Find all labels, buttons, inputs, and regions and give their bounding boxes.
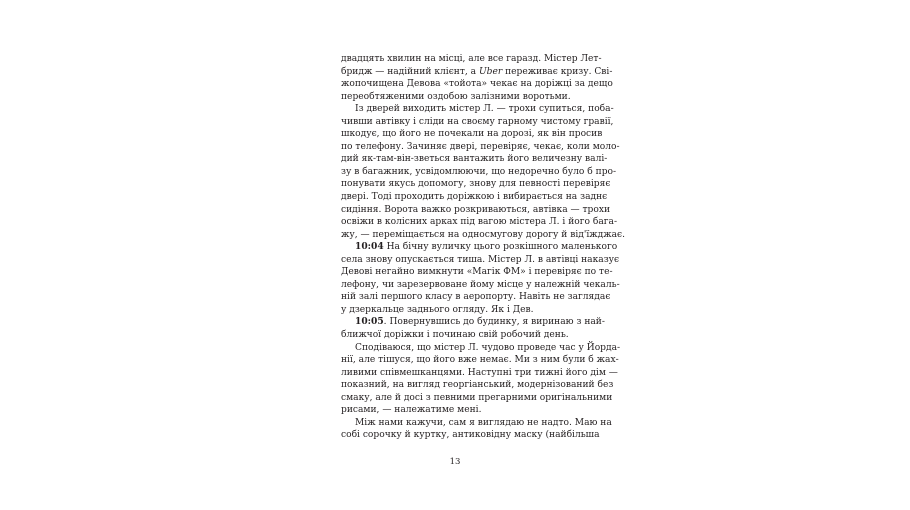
text-run: собі сорочку й куртку, антиковідну маску (найбільша xyxy=(341,430,600,441)
text-line xyxy=(341,367,618,380)
timestamp: 10:05 xyxy=(355,316,384,328)
text-run: шкодує, що його не почекали на дорозі, як він просив xyxy=(341,129,603,140)
text-line xyxy=(341,53,602,66)
text-run: переобтяженими оздобою залізними воротьми. xyxy=(341,91,571,102)
text-line xyxy=(341,329,569,342)
text-line xyxy=(341,91,569,104)
text-line xyxy=(341,103,614,116)
text-line xyxy=(341,342,621,355)
text-run: двері. Тоді проходить доріжкою і вибирається на заднє xyxy=(341,192,608,203)
text-run: понувати якусь допомогу, знову для певності перевіряє xyxy=(341,179,611,190)
italic-text: Uber xyxy=(478,66,503,77)
text-run: у дзеркальце заднього огляду. Як і Дев. xyxy=(341,304,534,315)
text-line xyxy=(341,379,614,392)
timestamp: 10:04 xyxy=(355,241,384,253)
text-run: жу, — переміщається на односмугову дорогу й від'їжджає. xyxy=(341,229,625,240)
text-line xyxy=(341,78,613,91)
text-line xyxy=(341,354,619,367)
text-line xyxy=(341,229,625,242)
text-line xyxy=(341,153,608,166)
text-line xyxy=(341,204,611,217)
text-run: Із дверей виходить містер Л. — трохи супиться, поба- xyxy=(355,104,614,115)
text-run: показний, на вигляд георгіанський, модернізований без xyxy=(341,380,614,391)
body-text xyxy=(341,53,625,442)
text-run: лефону, чи зарезервоване йому місце у належній чекаль- xyxy=(341,279,620,290)
text-line xyxy=(341,166,617,179)
text-run: нії, але тішуся, що його вже немає. Ми з ним були б жах- xyxy=(341,355,619,366)
text-line xyxy=(341,404,569,417)
text-line xyxy=(341,304,569,317)
text-line xyxy=(341,254,620,267)
text-run: Сподіваюся, що містер Л. чудово проведе час у Йорда- xyxy=(355,342,621,353)
text-run: двадцять хвилин на місці, але все гаразд. Містер Лет- xyxy=(341,54,602,64)
text-run: чивши автівку і сліди на своєму гарному чистому гравії, xyxy=(341,116,614,127)
text-line xyxy=(341,429,600,442)
text-run: На бічну вуличку цього розкішного маленького xyxy=(383,242,618,253)
text-run: сидіння. Ворота важко розкриваються, автівка — трохи xyxy=(341,204,611,215)
text-run: рисами, — належатиме мені. xyxy=(341,405,482,416)
text-line xyxy=(341,392,613,405)
text-run: по телефону. Зачиняє двері, перевіряє, чекає, коли моло- xyxy=(341,141,620,152)
text-run: дий як-там-він-зветься вантажить його величезну валі- xyxy=(341,154,608,165)
text-run: Девові негайно вимкнути «Магік ФМ» і перевіряє по те- xyxy=(341,267,613,278)
text-run: переживає кризу. Сві- xyxy=(502,66,613,77)
text-run: освіжи в колісних арках під вагою містера Л. і його бага- xyxy=(341,217,618,228)
text-line xyxy=(341,191,608,204)
text-line xyxy=(341,128,603,141)
text-line xyxy=(341,417,612,430)
text-run: жопочищена Девова «тойота» чекає на доріжці за дещо xyxy=(341,79,613,90)
text-line xyxy=(341,216,618,229)
text-line xyxy=(341,116,614,129)
text-run: ближчої доріжки і починаю свій робочий день. xyxy=(341,330,569,341)
text-line xyxy=(341,316,605,329)
text-run: села знову опускається тиша. Містер Л. в автівці наказує xyxy=(341,254,620,265)
text-line xyxy=(341,266,613,279)
text-run: ній залі першого класу в аеропорту. Навіть не заглядає xyxy=(341,292,611,303)
text-run: зу в багажник, усвідомлюючи, що недоречно було б про- xyxy=(341,166,617,177)
text-line xyxy=(341,291,611,304)
text-run: смаку, але й досі з певними прегарними оригінальними xyxy=(341,392,613,403)
text-line xyxy=(341,66,613,79)
text-line xyxy=(341,178,611,191)
text-run: . Повернувшись до будинку, я виринаю з най- xyxy=(383,317,605,328)
page-number: 13 xyxy=(449,457,461,467)
text-run: Між нами кажучи, сам я виглядаю не надто. Маю на xyxy=(355,417,612,428)
text-line xyxy=(341,241,618,254)
text-run: ливими співмешканцями. Наступні три тижні його дім — xyxy=(341,367,618,378)
text-line xyxy=(341,279,620,292)
text-run: бридж — надійний клієнт, а xyxy=(341,66,479,77)
text-line xyxy=(341,141,620,154)
